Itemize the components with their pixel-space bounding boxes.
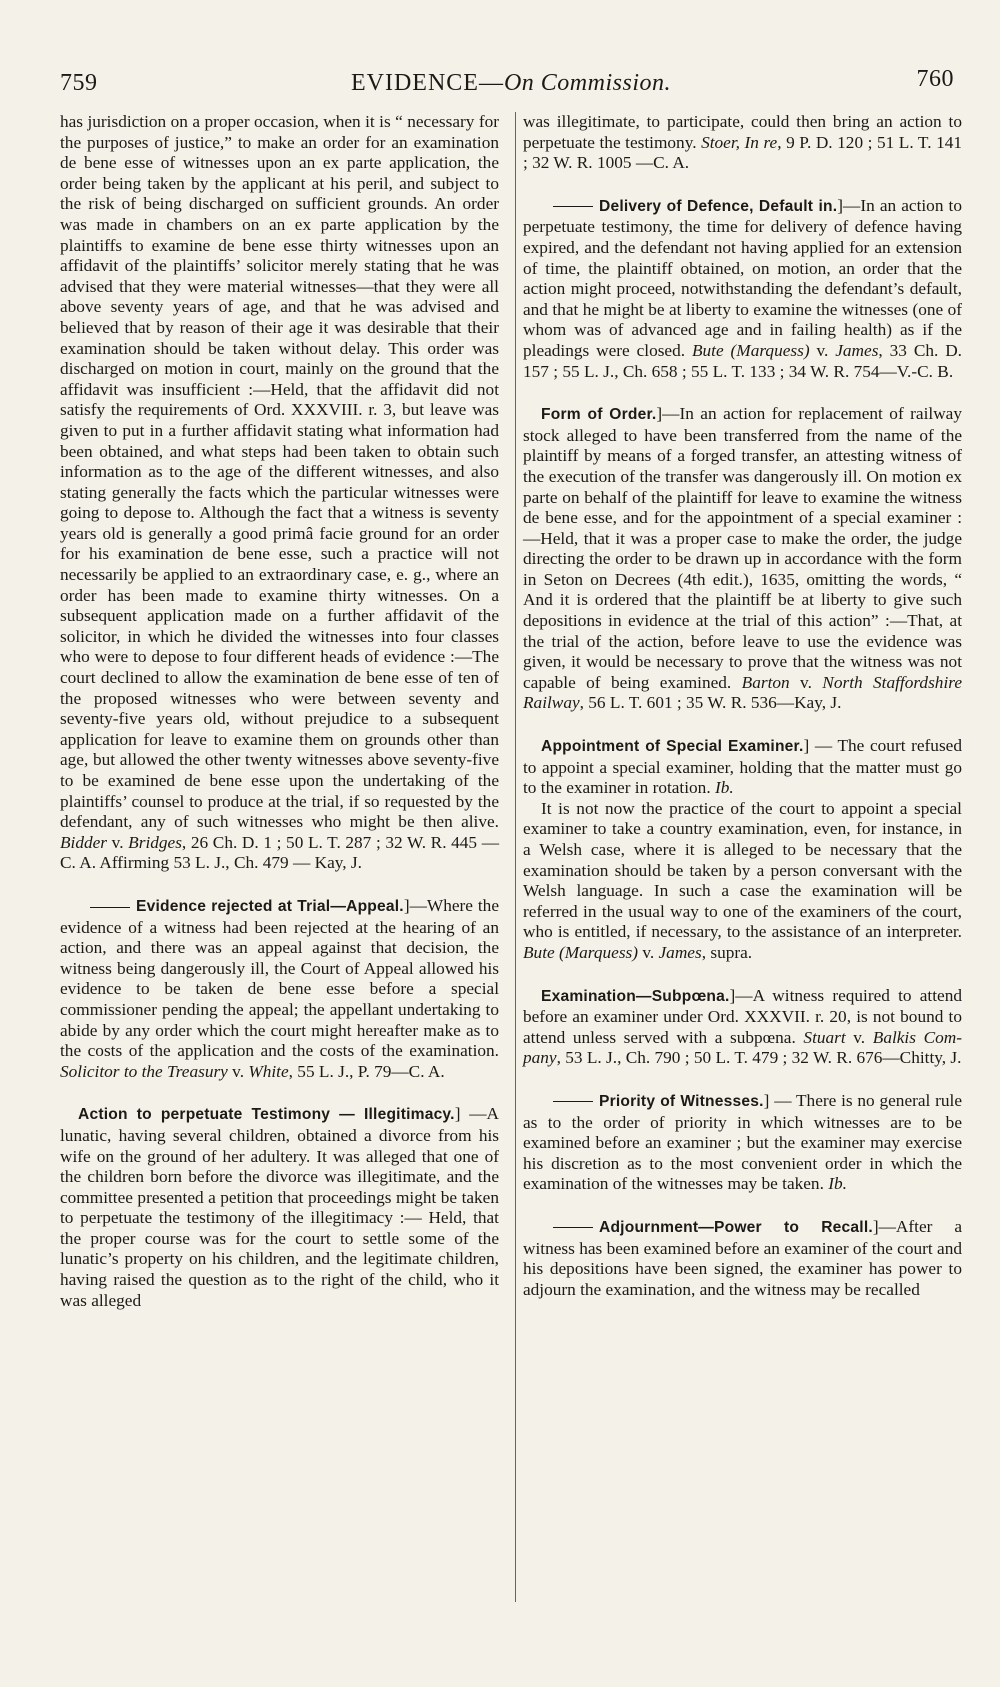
paragraph-perpetuate-testimony: Action to perpetuate Testimony — Illegitimacy.] —A lunatic, having several children, obtained a divorce from his wife on the ground of her adultery. It was alleged that one of the children born before the divorce was illegitimate, and the committee presented a petition that proceedings might be taken to perpetuate the testimony of the illegitimacy :— Held, that the proper course was for the court to settle some of the lunatic’s property on his children, and the legitimate children, having raised the question as to the right of the child, who it was alleged xyxy=(60,1104,499,1310)
section-heading: Action to perpetuate Testimony — Illegitimacy. xyxy=(78,1106,455,1124)
column-divider xyxy=(515,112,516,1602)
page-number-left: 759 xyxy=(60,70,98,96)
page-number-right: 760 xyxy=(916,66,954,92)
section-heading: Priority of Witnesses. xyxy=(599,1092,764,1110)
right-column xyxy=(523,112,962,1311)
paragraph-jurisdiction: has jurisdiction on a proper occasion, when it is “ necessary for the purposes of justice,” to make an order for an examination de bene esse of witnesses upon an ex parte application, the order being taken by the applicant at his peril, and subject to the risk of being discharged on sufficient grounds. An order was made in chambers on an ex parte application by the plaintiffs to examine de bene esse thirty witnesses upon an affidavit of the plaintiffs’ solicitor merely stating that he was advised that they were material witnesses—that they were all above seventy years of age, and that he was advised and believed that by reason of their age it was desirable that their examination should be taken without delay. This order was discharged on motion in court, mainly on the ground that the affidavit was insufficient :—Held, that the affidavit did not satisfy the requirements of Ord. XXXVIII. r. 3, but leave was given to put in a further affidavit stating what information had been obtained, and what steps had been taken to obtain such information as to the age of the different witnesses, and also stating generally the facts which the particular witnesses were going to depose to. Although the fact that a witness is seventy years old is generally a good primâ facie ground for an order for his examination de bene esse, such a practice will not necessarily be applied to an extraordinary case, e. g., where an order has been made to examine thirty witnesses. On a subsequent application made on a further affidavit of the solicitor, in which he divided the witnesses into four classes who were to depose to four different heads of evidence :—The court declined to allow the examination de bene esse of ten of the proposed witnesses who were between seventy and seventy-five years old, without prejudice to a subsequent application for leave to examine them on grounds other than age, but allowed the other twenty witnesses above seventy-five to be examined de bene esse upon the undertaking of the plaintiffs’ counsel to produce at the trial, if so requested by the defendant, any of such witnesses who might be then alive. Bidder v. Bridges, 26 Ch. D. 1 ; 50 L. T. 287 ; 32 W. R. 445 — C. A. Affirming 53 L. J., Ch. 479 — Kay, J. xyxy=(60,112,499,873)
paragraph-adjournment: Adjournment—Power to Recall.]—After a witness has been examined before an examiner of the court and his depositions have been signed, the examiner has power to adjourn the examination, and the witness may be recalled xyxy=(523,1216,962,1299)
dash-rule xyxy=(553,1227,593,1228)
dash-rule xyxy=(553,1101,593,1102)
left-column xyxy=(60,112,499,1311)
paragraph-evidence-rejected: Evidence rejected at Trial—Appeal.]—Where the evidence of a witness had been rejected at the hearing of an action, and there was an appeal against that decision, the witness being dangerously ill, the Court of Appeal allowed his evidence to be taken de bene esse before a special commissioner pending the appeal; the appellant undertaking to abide by any order which the court might hereafter make as to the costs of the application and the costs of the examination. Solicitor to the Treasury v. White, 55 L. J., P. 79—C. A. xyxy=(60,895,499,1081)
section-heading: Form of Order. xyxy=(541,406,657,424)
running-header xyxy=(60,62,962,108)
section-heading: Appointment of Special Examiner. xyxy=(541,738,804,756)
section-heading: Examination—Subpœna. xyxy=(541,987,730,1005)
dash-rule xyxy=(90,907,130,908)
paragraph-subpoena: Examination—Subpœna.]—A witness required to attend before an examiner under Ord. XXXVII. r. 20, is not bound to attend unless served with a subpœna. Stuart v. Balkis Company, 53 L. J., Ch. 790 ; 50 L. T. 479 ; 32 W. R. 676—Chitty, J. xyxy=(523,985,962,1068)
paragraph-welsh-case: It is not now the practice of the court to appoint a special examiner to take a country examination, even, for instance, in a Welsh case, where it is alleged to be necessary that the examination should be taken by a person conversant with the Welsh language. In such a case the examination will be referred in the usual way to one of the examiners of the court, who is entitled, if necessary, to the assistance of an interpreter. Bute (Marquess) v. James, supra. xyxy=(523,798,962,962)
paragraph-special-examiner: Appointment of Special Examiner.] — The court refused to appoint a special examiner, holding that the matter must go to the examiner in rotation. Ib. xyxy=(523,736,962,798)
paragraph-delivery-of-defence: Delivery of Defence, Default in.]—In an action to perpetuate testimony, the time for delivery of defence having expired, and the defendant not having applied for an extension of time, the plaintiff obtained, on motion, an order that the action might proceed, notwithstanding the defendant’s default, and that he might be at liberty to examine the witnesses (one of whom was of advanced age and in failing health) as if the pleadings were closed. Bute (Marquess) v. James, 33 Ch. D. 157 ; 55 L. J., Ch. 658 ; 55 L. T. 133 ; 34 W. R. 754—V.-C. B. xyxy=(523,195,963,381)
title-main: EVIDENCE— xyxy=(350,70,504,96)
text-columns xyxy=(60,112,962,1311)
paragraph-priority: Priority of Witnesses.] — There is no general rule as to the order of priority in which witnesses are to be examined before an examiner ; but the examiner may exercise his discretion as to the most convenient order in which the examination of the witnesses may be taken. Ib. xyxy=(523,1090,963,1194)
dash-rule xyxy=(553,206,593,207)
section-heading: Delivery of Defence, Default in. xyxy=(599,197,838,215)
page-title xyxy=(60,70,962,97)
section-heading: Adjournment—Power to Recall. xyxy=(599,1218,873,1236)
paragraph-illegitimate-cont: was illegitimate, to participate, could then bring an action to perpetuate the testimony. Stoer, In re, 9 P. D. 120 ; 51 L. T. 141 ; 32 W. R. 1005 —C. A. xyxy=(523,112,962,173)
paragraph-form-of-order: Form of Order.]—In an action for replacement of railway stock alleged to have been transferred from the name of the plaintiff by means of a forged transfer, an attesting witness of the execution of the transfer was dangerously ill. On motion ex parte on behalf of the plaintiff for leave to examine the witness de bene esse, and for the appointment of a special examiner : —Held, that it was a proper case to make the order, the judge directing the order to be drawn up in accordance with the form in Seton on Decrees (4th edit.), 1635, omitting the words, “ And it is ordered that the plaintiff be at liberty to give such depositions in evidence at the trial of this action” :—That, at the trial of the action, before leave to use the evidence was given, it would be necessary to prove that the witness was not capable of being examined. Barton v. North Staffordshire Railway, 56 L. T. 601 ; 35 W. R. 536—Kay, J. xyxy=(523,404,962,713)
section-heading: Evidence rejected at Trial—Appeal. xyxy=(136,897,404,915)
title-italic: On Commission. xyxy=(503,70,671,96)
